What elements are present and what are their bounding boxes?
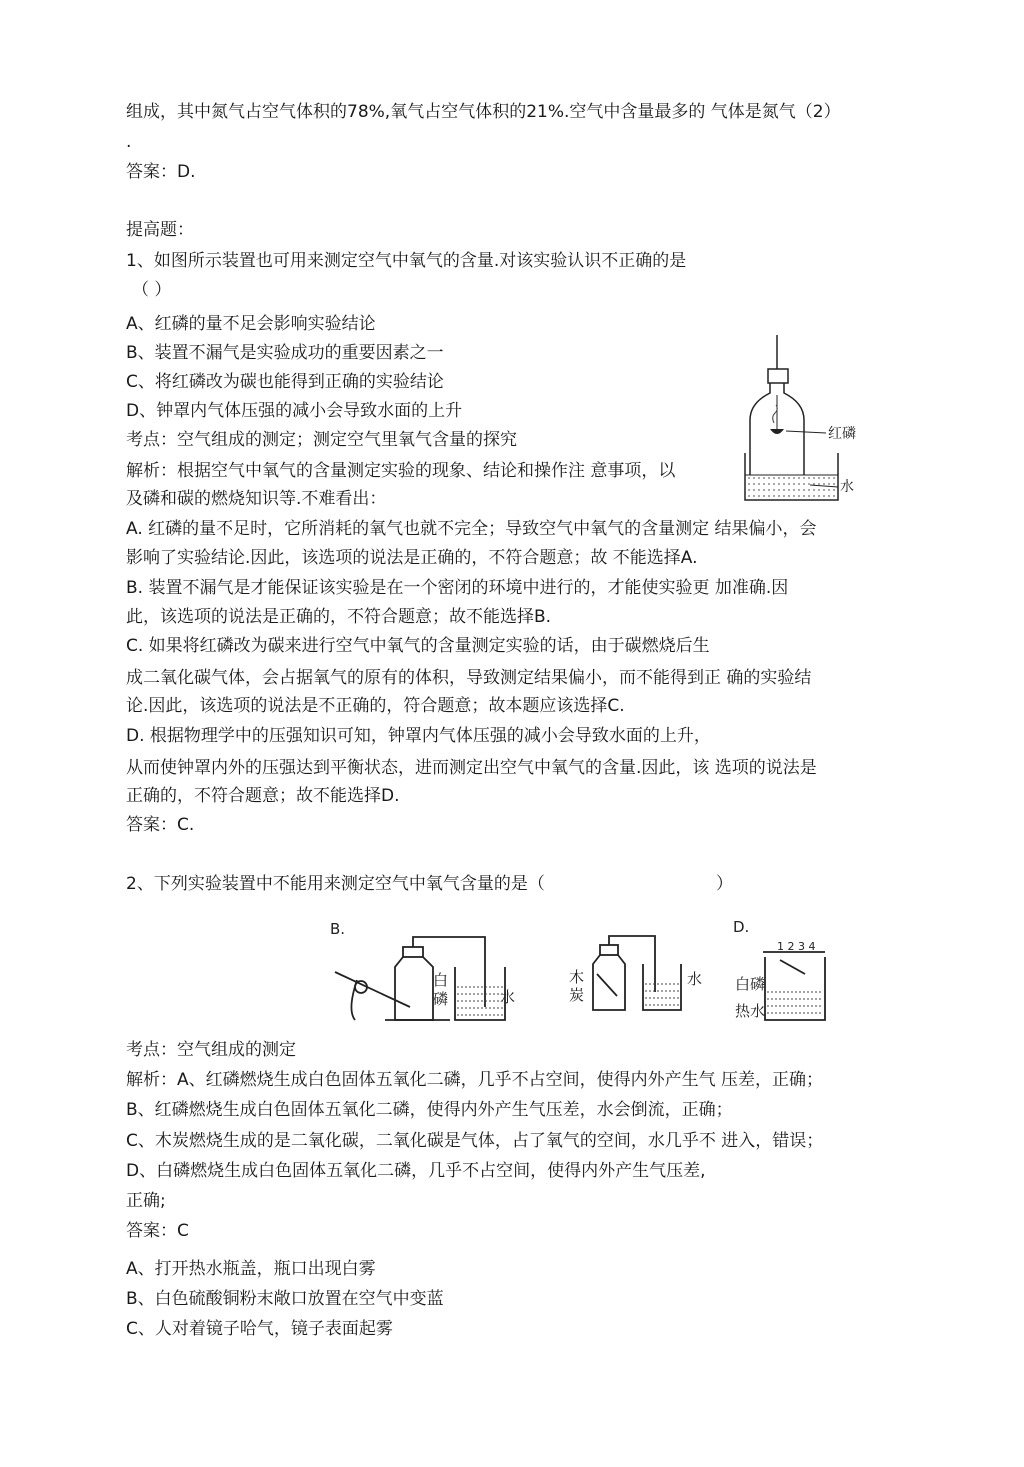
label-b: B. [330,920,346,938]
q1-jiexi-line: 解析：根据空气中氧气的含量测定实验的现象、结论和操作注 意事项，以 [126,461,676,481]
q3-option-a: A、打开热水瓶盖，瓶口出现白雾 [126,1259,376,1279]
q1-jiexi-line: B. 装置不漏气是才能保证该实验是在一个密闭的环境中进行的，才能使实验更 加准确.因 [126,578,789,598]
q2-apparatus-figure [325,912,845,1032]
q1-jiexi-line: 此，该选项的说法是正确的，不符合题意；故不能选择B. [126,607,552,627]
q3-option-c: C、人对着镜子哈气，镜子表面起雾 [126,1319,393,1339]
d-hot-water: 热水 [735,1002,766,1020]
c-water: 水 [687,970,703,988]
q1-jiexi-line: D. 根据物理学中的压强知识可知，钟罩内气体压强的减小会导致水面的上升， [126,726,711,746]
spoon-phosphorus [770,429,784,434]
q1-stem: 1、如图所示装置也可用来测定空气中氧气的含量.对该实验认识不正确的是 [126,251,687,271]
d-scale: 1 2 3 4 [777,940,816,953]
intro-answer: 答案：D. [126,162,196,182]
q2-stem: 2、下列实验装置中不能用来测定空气中氧气含量的是（ [126,874,545,894]
q1-jiexi-line: 从而使钟罩内外的压强达到平衡状态，进而测定出空气中氧气的含量.因此，该 选项的说法是 [126,758,817,778]
label-phosphorus: 红磷 [828,426,856,442]
c-char-1: 木 [569,968,585,986]
section-title: 提高题： [126,220,194,240]
q1-option-b: B、装置不漏气是实验成功的重要因素之一 [126,343,444,363]
q1-jiexi-line: 成二氧化碳气体，会占据氧气的原有的体积，导致测定结果偏小，而不能得到正 确的实验结 [126,668,812,688]
q1-kaodian: 考点：空气组成的测定；测定空气里氧气含量的探究 [126,430,517,450]
b-water: 水 [500,988,516,1006]
d-phos: 白磷 [735,975,766,993]
q1-jiexi-line: 及磷和碳的燃烧知识等.不难看出： [126,489,387,509]
b-phos-2: 磷 [433,990,449,1008]
q1-jiexi-line: 论.因此，该选项的说法是不正确的，符合题意；故本题应该选择C. [126,696,625,716]
label-water: 水 [840,479,854,495]
q2-paren-close: ） [716,874,733,894]
intro-line: 组成，其中氮气占空气体积的78%,氧气占空气体积的21%.空气中含量最多的 气体是氮气（2） [126,102,841,122]
q1-answer: 答案：C. [126,815,195,835]
q2-jiexi-line: D、白磷燃烧生成白色固体五氧化二磷，几乎不占空间，使得内外产生气压差, [126,1161,706,1181]
q1-jiexi-line: C. 如果将红磷改为碳来进行空气中氧气的含量测定实验的话，由于碳燃烧后生 [126,636,710,656]
b-phos-1: 白 [433,971,449,989]
q1-jiexi-line: 影响了实验结论.因此，该选项的说法是正确的，不符合题意；故 不能选择A. [126,548,698,568]
q2-jiexi-line: B、红磷燃烧生成白色固体五氧化二磷，使得内外产生气压差，水会倒流，正确； [126,1100,733,1120]
q1-option-a: A、红磷的量不足会影响实验结论 [126,314,376,334]
q3-option-b: B、白色硫酸铜粉末敞口放置在空气中变蓝 [126,1289,444,1309]
q2-jiexi-line: 解析：A、红磷燃烧生成白色固体五氧化二磷，几乎不占空间，使得内外产生气 压差，正确； [126,1070,824,1090]
q1-jiexi-line: 正确的，不符合题意；故不能选择D. [126,786,400,806]
q2-kaodian: 考点：空气组成的测定 [126,1040,296,1060]
q2-answer: 答案：C [126,1221,189,1241]
q1-option-d: D、钟罩内气体压强的减小会导致水面的上升 [126,401,463,421]
jar-stopper [768,369,788,383]
q1-paren: （ ） [132,280,172,300]
bell-jar-figure [730,335,880,505]
label-d: D. [733,918,750,936]
q2-jiexi-line: C、木炭燃烧生成的是二氧化碳，二氧化碳是气体，占了氧气的空间，水几乎不 进入，错误； [126,1131,824,1151]
c-char-2: 炭 [569,986,585,1004]
q1-option-c: C、将红磷改为碳也能得到正确的实验结论 [126,372,444,392]
intro-dot: . [126,132,132,152]
q1-jiexi-line: A. 红磷的量不足时，它所消耗的氧气也就不完全；导致空气中氧气的含量测定 结果偏小，会 [126,519,817,539]
q2-jiexi-line: 正确; [126,1191,166,1211]
